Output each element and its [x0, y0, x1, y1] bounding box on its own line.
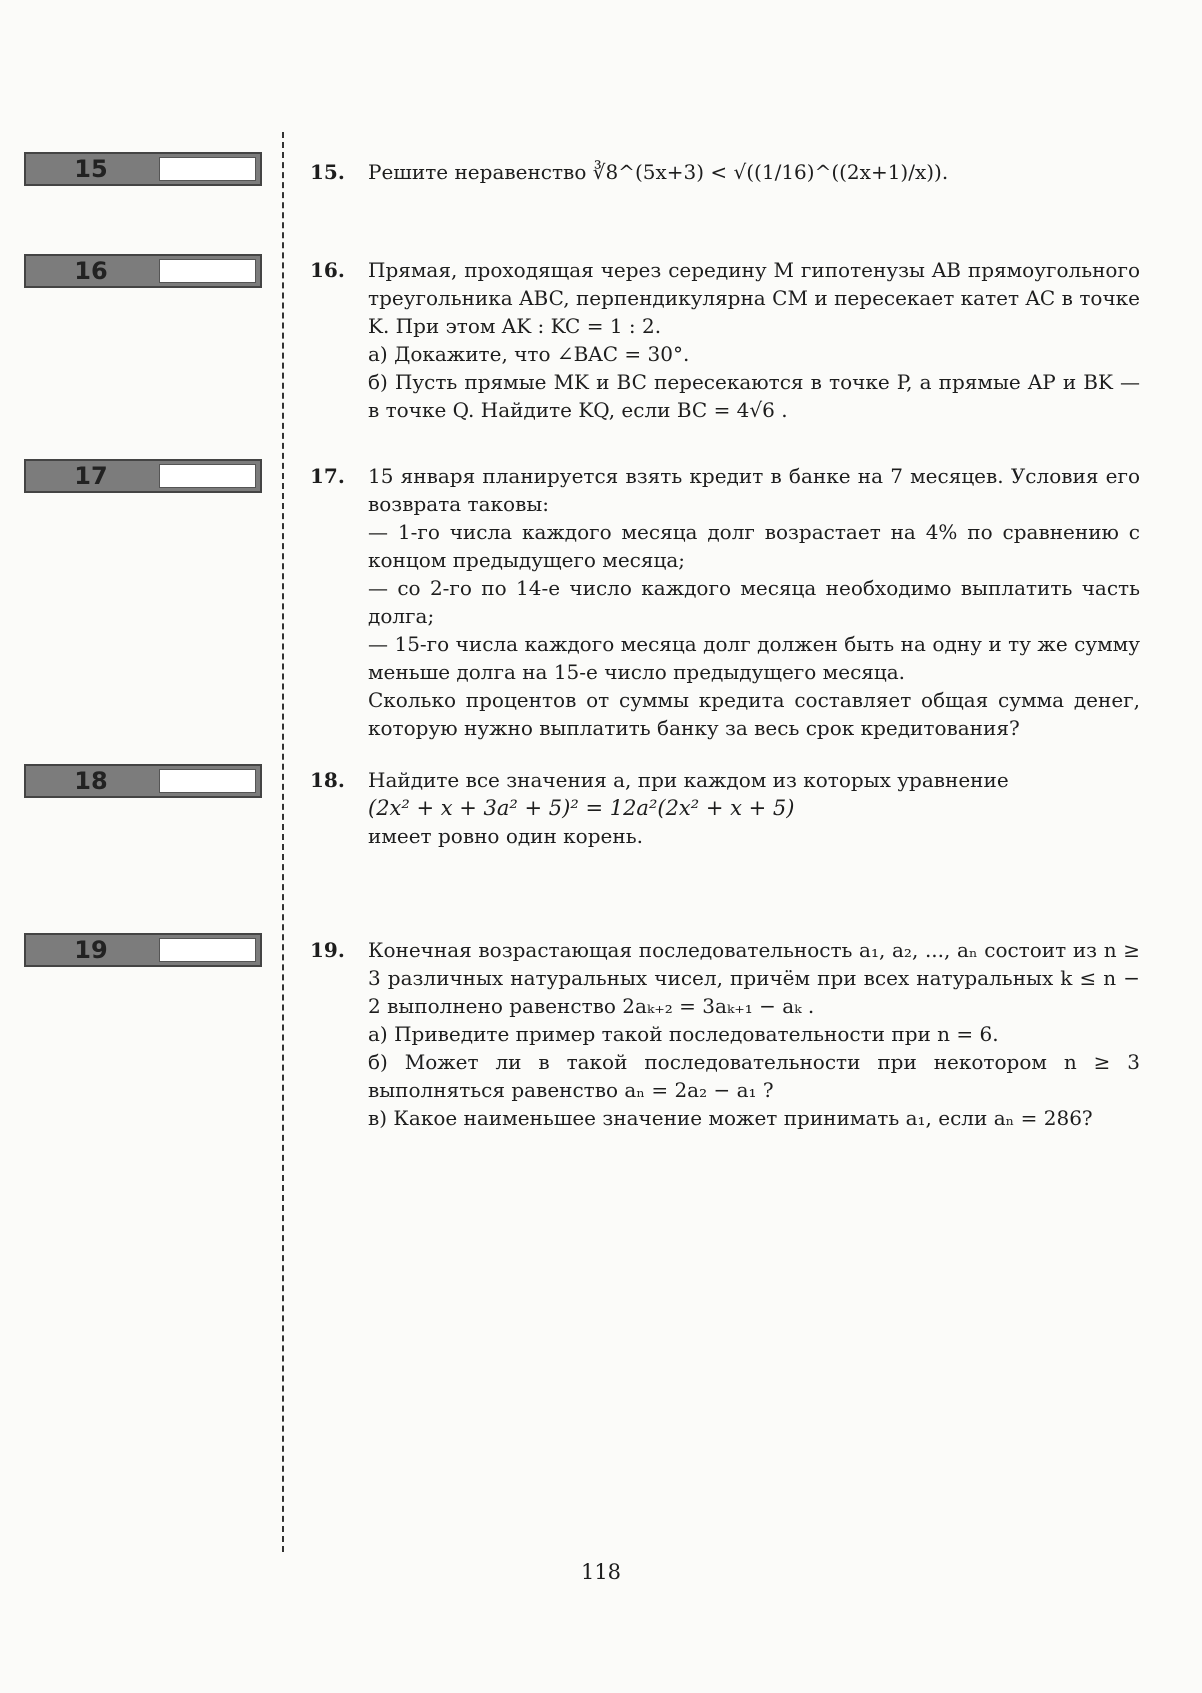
task-17-condition-3: — 15-го числа каждого месяца долг должен быть на одну и ту же сумму меньше долга на 15-е число предыдущего месяца.	[368, 632, 1140, 684]
task-18-outro: имеет ровно один корень.	[368, 824, 643, 848]
task-17-condition-1: — 1-го числа каждого месяца долг возрастает на 4% по сравнению с концом предыдущего месяца;	[368, 520, 1140, 572]
task-16-part-b: б) Пусть прямые MK и BC пересекаются в точке P, а прямые AP и BK — в точке Q. Найдите KQ, если BC = 4√6 .	[368, 370, 1140, 422]
task-19-part-a: а) Приведите пример такой последовательности при n = 6.	[368, 1022, 999, 1046]
task-18-intro: Найдите все значения a, при каждом из которых уравнение	[368, 768, 1009, 792]
answer-tag-number: 18	[74, 767, 108, 795]
answer-tag-15	[24, 152, 262, 186]
task-number: 15.	[310, 160, 345, 184]
answer-box[interactable]	[159, 259, 256, 283]
task-15-text: Решите неравенство ∛8^(5x+3) < √((1/16)^((2x+1)/x)).	[368, 160, 949, 184]
answer-tag-19	[24, 933, 262, 967]
answer-tag-18	[24, 764, 262, 798]
task-number: 16.	[310, 258, 345, 282]
answer-tag-16	[24, 254, 262, 288]
task-19-part-c: в) Какое наименьшее значение может принимать a₁, если aₙ = 286?	[368, 1106, 1093, 1130]
task-number: 19.	[310, 938, 345, 962]
answer-tag-17	[24, 459, 262, 493]
cut-line	[282, 132, 284, 1552]
answer-box[interactable]	[159, 938, 256, 962]
answer-box[interactable]	[159, 464, 256, 488]
task-17-condition-2: — со 2-го по 14-е число каждого месяца необходимо выплатить часть долга;	[368, 576, 1140, 628]
task-17-intro: 15 января планируется взять кредит в банке на 7 месяцев. Условия его возврата таковы:	[368, 464, 1140, 516]
task-16-statement: Прямая, проходящая через середину M гипотенузы AB прямоугольного треугольника ABC, перпендикулярна CM и пересекает катет AC в точке K. При этом AK : KC = 1 : 2.	[368, 258, 1140, 338]
answer-box[interactable]	[159, 157, 256, 181]
task-16-part-a: а) Докажите, что ∠BAC = 30°.	[368, 342, 690, 366]
answer-box[interactable]	[159, 769, 256, 793]
answer-tag-number: 19	[74, 936, 108, 964]
page-number: 118	[580, 1560, 622, 1584]
answer-tag-number: 16	[74, 257, 108, 285]
task-17-question: Сколько процентов от суммы кредита составляет общая сумма денег, которую нужно выплатить банку за весь срок кредитования?	[368, 688, 1140, 740]
answer-tag-number: 15	[74, 155, 108, 183]
task-number: 17.	[310, 464, 345, 488]
task-19-statement: Конечная возрастающая последовательность a₁, a₂, ..., aₙ состоит из n ≥ 3 различных натуральных чисел, причём при всех натуральных k ≤ n − 2 выполнено равенство 2aₖ₊₂ = 3aₖ₊₁ − aₖ .	[368, 938, 1140, 1018]
answer-tag-number: 17	[74, 462, 108, 490]
task-18-equation: (2x² + x + 3a² + 5)² = 12a²(2x² + x + 5)	[368, 796, 795, 820]
task-number: 18.	[310, 768, 345, 792]
task-19-part-b: б) Может ли в такой последовательности при некотором n ≥ 3 выполняться равенство aₙ = 2a₂ − a₁ ?	[368, 1050, 1140, 1102]
